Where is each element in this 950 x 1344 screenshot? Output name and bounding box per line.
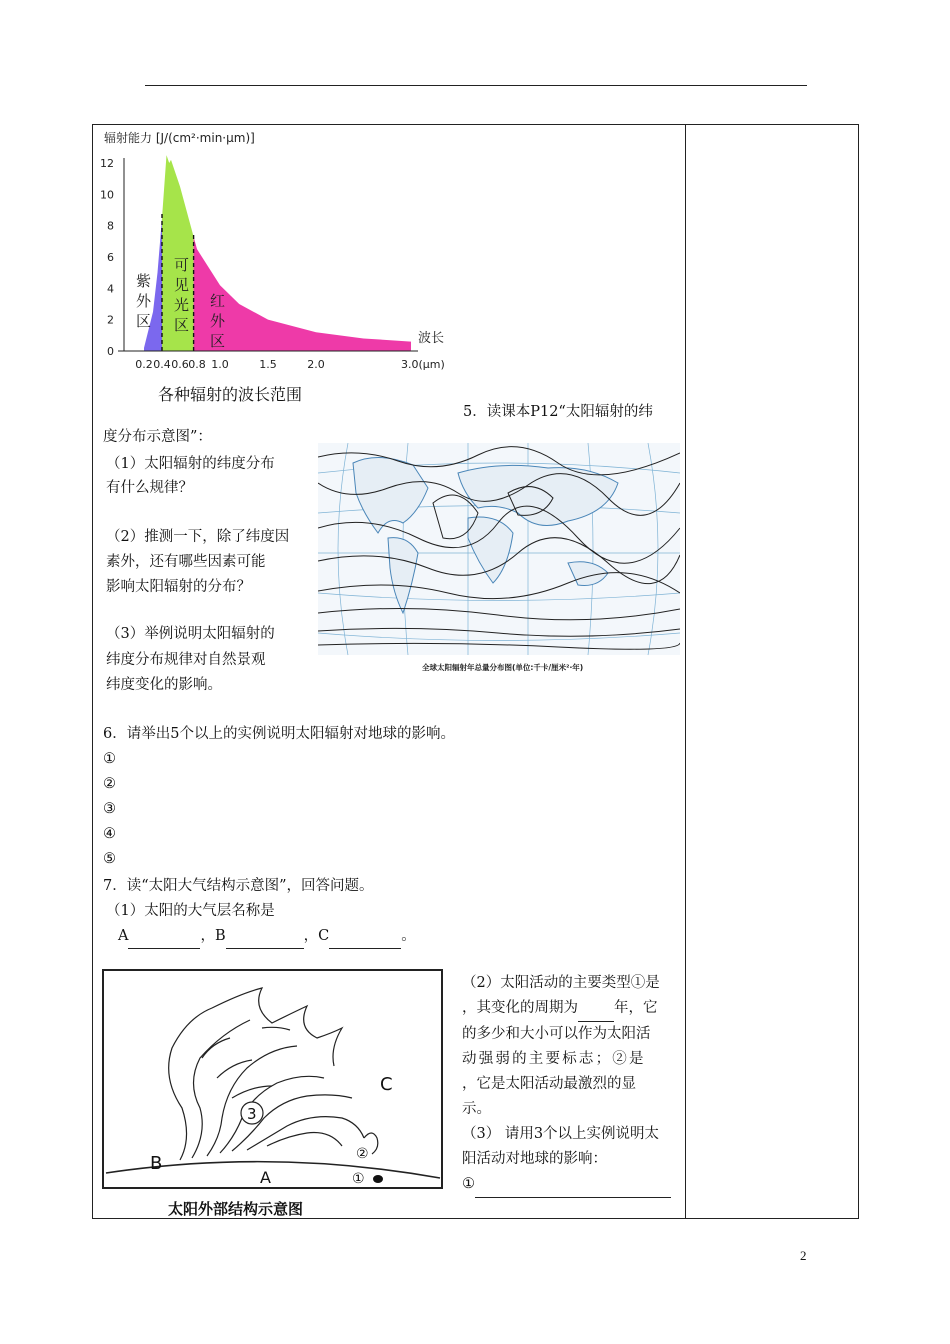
spectrum-x-ticks xyxy=(135,358,445,371)
blank-b-answer[interactable] xyxy=(226,924,304,949)
effect-blank-1[interactable] xyxy=(475,1172,671,1198)
q5-sub1-line2: 有什么规律？ xyxy=(106,480,193,496)
x-tick-label: 2.0 xyxy=(307,358,325,371)
label-1: ① xyxy=(352,1171,365,1187)
spectrum-caption: 各种辐射的波长范围 xyxy=(158,385,303,404)
q5-sub2-line1: （2）推测一下，除了纬度因 xyxy=(106,529,290,545)
x-tick-label: 0.4 xyxy=(153,358,171,371)
spectrum-y-ticks xyxy=(100,157,114,358)
sun-structure-diagram xyxy=(102,968,444,1220)
region-label-uv: 紫外区 xyxy=(136,272,152,330)
y-tick-label: 2 xyxy=(107,313,114,327)
sunspot-mark xyxy=(373,1175,383,1183)
header-rule xyxy=(145,85,807,86)
q5-sub3-line3: 纬度变化的影响。 xyxy=(106,677,222,693)
q7-blanks-line xyxy=(118,924,416,949)
q7-sub2-line4: 动强弱的主要标志；②是 xyxy=(462,1051,646,1067)
q7-sub2-block xyxy=(462,971,680,1198)
q7-sub2-line2: ，其变化的周期为 年，它 xyxy=(462,996,680,1022)
period-blank[interactable] xyxy=(578,996,614,1022)
blank-a-answer[interactable] xyxy=(128,924,200,949)
x-tick-label: 1.0 xyxy=(211,358,229,371)
world-radiation-map xyxy=(318,443,680,676)
label-c: C xyxy=(380,1074,393,1095)
q7-sub3-line2: 阳活动对地球的影响： xyxy=(462,1151,607,1167)
q5-sub2-line3: 影响太阳辐射的分布？ xyxy=(106,579,251,595)
blank-b-label: ，B xyxy=(200,928,226,944)
x-tick-label: 0.6 xyxy=(171,358,189,371)
q7-sub2-line3: 的多少和大小可以作为太阳活 xyxy=(462,1026,651,1042)
map-caption: 全球太阳辐射年总量分布图(单位:千卡/厘米²·年) xyxy=(422,663,584,672)
q6-item-4: ④ xyxy=(103,826,116,842)
table-column-divider xyxy=(685,124,686,1219)
diagram-caption: 太阳外部结构示意图 xyxy=(168,1200,304,1218)
q6-item-3: ③ xyxy=(103,801,116,817)
x-tick-label: 3.0(μm) xyxy=(401,358,445,371)
q5-sub2-line2: 素外，还有哪些因素可能 xyxy=(106,554,266,570)
q7-sub2-line1: （2）太阳活动的主要类型①是 xyxy=(462,975,660,991)
q7-sub2-line5: ，它是太阳活动最激烈的显 xyxy=(462,1076,636,1092)
q5-sub3-line2: 纬度分布规律对自然景观 xyxy=(106,652,266,668)
label-a: A xyxy=(260,1168,271,1187)
x-tick-label: 1.5 xyxy=(259,358,277,371)
label-2: ② xyxy=(356,1146,369,1162)
y-tick-label: 6 xyxy=(107,251,114,264)
spectrum-chart xyxy=(96,128,476,408)
x-tick-label: 0.2 xyxy=(135,358,153,371)
region-label-ir: 红外区 xyxy=(210,292,226,350)
page-number: 2 xyxy=(800,1248,807,1263)
y-tick-label: 12 xyxy=(100,157,114,170)
y-tick-label: 10 xyxy=(100,188,114,202)
q7-intro: 7．读“太阳大气结构示意图”，回答问题。 xyxy=(103,878,374,894)
blank-c-answer[interactable] xyxy=(329,924,401,949)
q5-sub3-line1: （3）举例说明太阳辐射的 xyxy=(106,626,275,642)
q6-question: 6．请举出5个以上的实例说明太阳辐射对地球的影响。 xyxy=(103,726,455,742)
q6-item-5: ⑤ xyxy=(103,851,116,867)
y-tick-label: 0 xyxy=(107,345,114,358)
y-tick-label: 8 xyxy=(107,219,114,233)
q7-sub1: （1）太阳的大气层名称是 xyxy=(106,903,275,919)
q7-sub3-line1: （3） 请用3个以上实例说明太 xyxy=(462,1126,660,1142)
q5-intro-line1: 5．读课本P12“太阳辐射的纬 xyxy=(463,404,653,420)
label-b: B xyxy=(150,1153,163,1174)
spectrum-region-2 xyxy=(194,237,411,351)
blank-c-label: ，C xyxy=(303,928,330,944)
q7-sub2-line6: 示。 xyxy=(462,1101,491,1117)
q7-sub3-line3: ① xyxy=(462,1172,680,1198)
region-label-visible: 可见光区 xyxy=(174,256,190,334)
label-3: 3 xyxy=(247,1105,257,1123)
q6-item-2: ② xyxy=(103,776,116,792)
spectrum-xlabel: 波长 xyxy=(418,331,445,346)
y-tick-label: 4 xyxy=(107,282,114,296)
blank-a-label: A xyxy=(118,928,129,944)
x-tick-label: 0.8 xyxy=(188,358,206,371)
q5-intro-line2: 度分布示意图”： xyxy=(103,429,212,445)
q6-item-1: ① xyxy=(103,751,116,767)
spectrum-ylabel: 辐射能力 [J/(cm²·min·μm)] xyxy=(104,131,255,145)
blank-end: 。 xyxy=(401,928,416,944)
q5-sub1-line1: （1）太阳辐射的纬度分布 xyxy=(106,456,275,472)
